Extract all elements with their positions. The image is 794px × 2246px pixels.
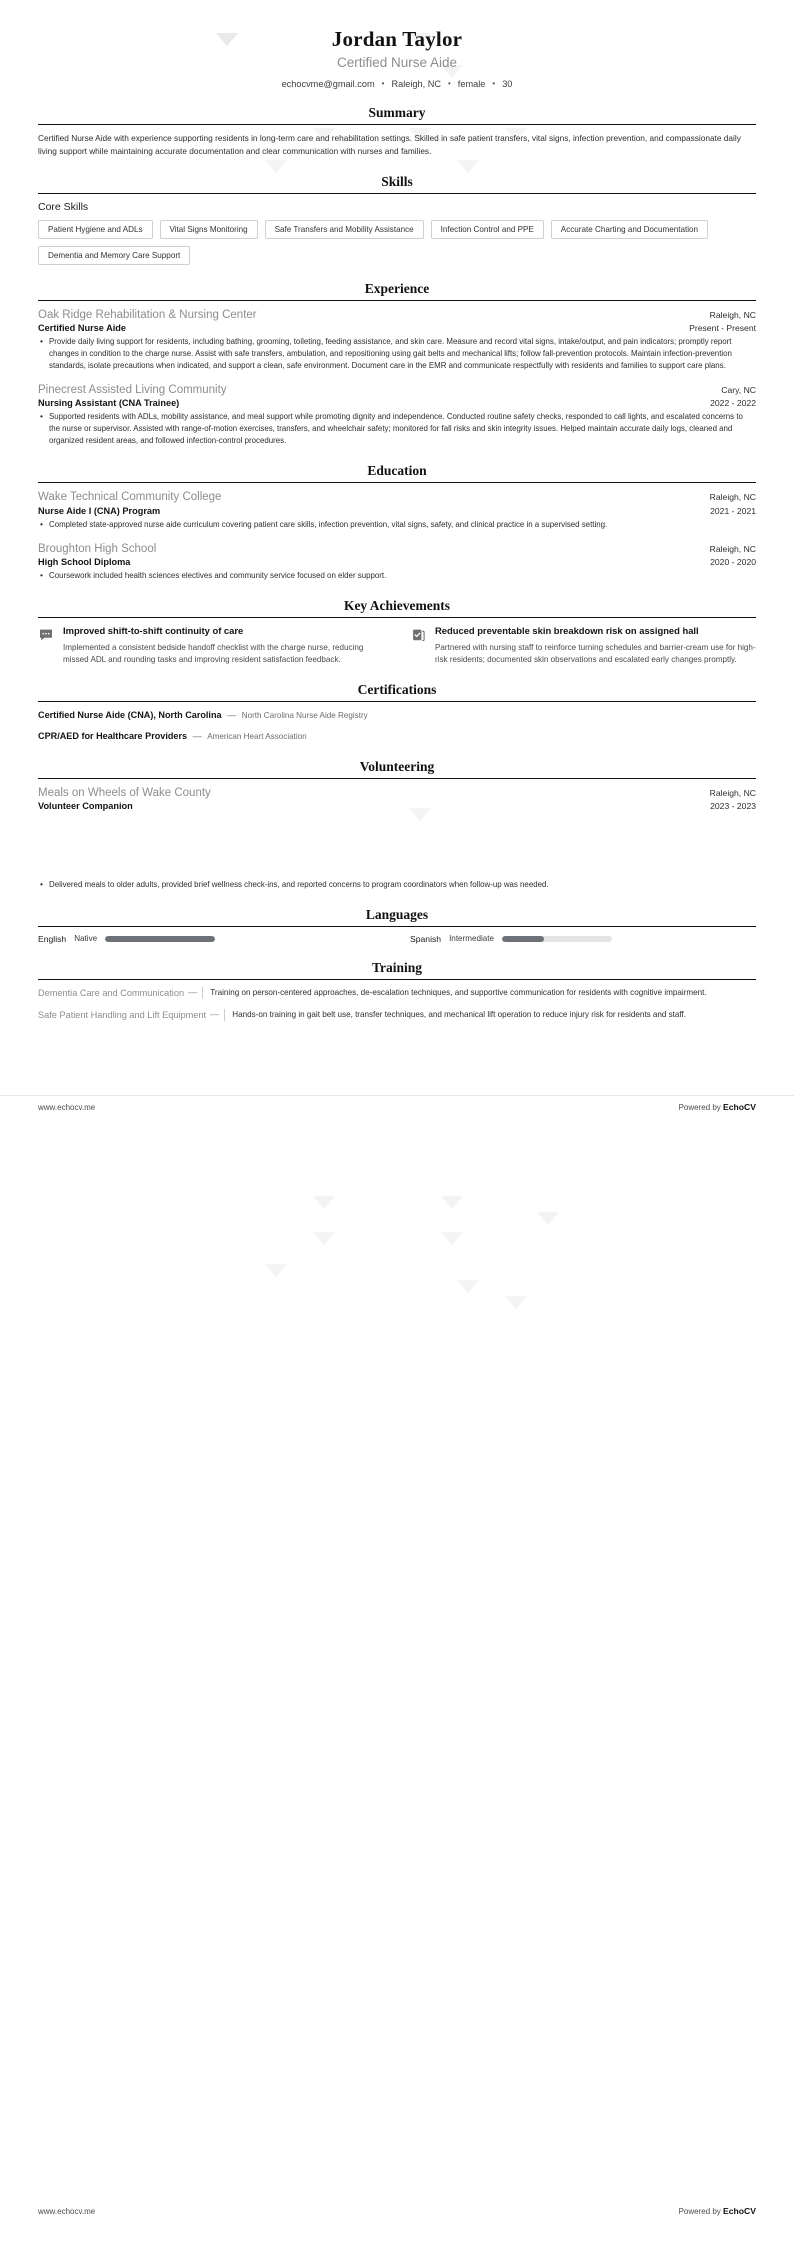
separator-dot: • — [381, 79, 385, 89]
experience-entry — [38, 383, 756, 447]
school-name: Broughton High School — [38, 542, 157, 555]
footer-branding — [679, 2206, 756, 2216]
section-heading: Key Achievements — [343, 598, 451, 614]
achievement-item — [38, 625, 384, 666]
chevron-down-icon — [313, 1196, 335, 1209]
list-item: • Provide daily living support for residents, including bathing, grooming, toileting, feeding assistance, and skin care. Measure and record vital signs, intake/output, and pain indicators; promptly report changes in condition to the charge nurse. Assist with safe transfers, ambulation, and repositioning using gait belts and mechanical lifts; follow fall-prevention protocols. Maintain infection-prevention standards, isolate precautions when indicated, and support a clean, safe environment. Document care in the EMR and communicate respectfully with residents and families to support care plans. — [49, 336, 756, 372]
powered-by-label: Powered by — [678, 1103, 721, 1112]
training-description: Hands-on training in gait belt use, transfer techniques, and mechanical lift operation to reduce injury risk for residents and staff. — [224, 1009, 756, 1021]
divider — [38, 124, 756, 125]
dash-separator: — — [188, 986, 198, 997]
section-key-achievements — [0, 598, 794, 666]
language-name: English — [38, 933, 67, 944]
training-description: Training on person-centered approaches, de-escalation techniques, and supportive communication for residents with cognitive impairment. — [202, 987, 756, 999]
divider — [38, 300, 756, 301]
chevron-down-icon — [537, 1212, 559, 1225]
divider — [38, 778, 756, 779]
bullet-list — [38, 570, 756, 582]
footer-url[interactable]: www.echocv.me — [38, 2206, 96, 2216]
section-heading: Experience — [364, 280, 430, 296]
skill-pill: Safe Transfers and Mobility Assistance — [265, 220, 424, 239]
school-location: Raleigh, NC — [709, 492, 756, 503]
chevron-down-icon — [457, 1280, 479, 1293]
language-level: Native — [74, 934, 98, 944]
skill-group-label: Core Skills — [38, 200, 89, 213]
section-education — [0, 463, 794, 582]
training-item — [38, 987, 756, 1000]
org-location: Cary, NC — [721, 384, 756, 395]
skill-pill-row — [38, 220, 756, 265]
section-heading: Summary — [368, 104, 426, 120]
education-entry — [38, 490, 756, 530]
education-entry — [38, 542, 756, 582]
org-name: Oak Ridge Rehabilitation & Nursing Center — [38, 308, 257, 321]
chevron-down-icon — [313, 1232, 335, 1245]
role-title: Volunteer Companion — [38, 800, 133, 811]
divider — [38, 926, 756, 927]
section-heading: Training — [371, 959, 422, 975]
role-dates: 2023 - 2023 — [710, 800, 756, 811]
degree-dates: 2020 - 2020 — [710, 557, 756, 568]
certification-issuer: American Heart Association — [207, 731, 307, 741]
skill-pill: Accurate Charting and Documentation — [551, 220, 708, 239]
certification-issuer: North Carolina Nurse Aide Registry — [241, 711, 368, 721]
footer-branding — [679, 1102, 756, 1112]
section-heading: Volunteering — [359, 758, 435, 774]
achievement-title: Improved shift-to-shift continuity of care — [63, 625, 244, 637]
skill-pill: Patient Hygiene and ADLs — [38, 220, 153, 239]
role-dates: Present - Present — [689, 322, 756, 333]
age-text: 30 — [502, 78, 513, 89]
divider — [38, 193, 756, 194]
chevron-down-icon — [505, 1296, 527, 1309]
section-training — [0, 960, 794, 1023]
section-heading: Certifications — [357, 682, 437, 698]
page-footer — [0, 1095, 794, 1118]
certification-name: CPR/AED for Healthcare Providers — [38, 730, 188, 741]
list-item: • Supported residents with ADLs, mobility assistance, and meal support while promoting dignity and independence. Conducted routine safety checks, responded to call lights, and escalated concerns to the nurse or supervisor. Assisted with range-of-motion exercises, transfers, and wheelchair safety; monitored for fall risks and skin integrity issues. Helped maintain accurate daily logs, cleaned and organized resident areas, and followed infection-control procedures. — [49, 411, 756, 447]
chevron-down-icon — [265, 1264, 287, 1277]
language-grid — [38, 934, 756, 944]
certification-item — [38, 709, 756, 722]
achievement-title: Reduced preventable skin breakdown risk on assigned hall — [435, 625, 699, 637]
org-name: Meals on Wheels of Wake County — [38, 786, 211, 799]
language-level: Intermediate — [449, 934, 495, 944]
brand-name: EchoCV — [723, 2206, 756, 2216]
degree-title: Nurse Aide I (CNA) Program — [38, 505, 161, 516]
divider — [38, 979, 756, 980]
email-text: echocvme@gmail.com — [281, 78, 375, 89]
degree-dates: 2021 - 2021 — [710, 505, 756, 516]
role-dates: 2022 - 2022 — [710, 398, 756, 409]
bullet-list — [38, 519, 756, 531]
school-name: Wake Technical Community College — [38, 491, 222, 504]
section-volunteering — [0, 759, 794, 811]
org-location: Raleigh, NC — [709, 787, 756, 798]
chat-bubble-icon — [38, 627, 54, 643]
summary-text: Certified Nurse Aide with experience supporting residents in long-term care and rehabilitation settings. Skilled in safe patient transfers, vital signs, infection prevention, and compassionate daily living support while maintaining accurate documentation and clear communication with nurses and families. — [38, 132, 741, 156]
achievement-item — [410, 625, 756, 666]
clipboard-check-icon — [410, 627, 426, 643]
achievement-grid — [38, 625, 756, 666]
footer-url[interactable]: www.echocv.me — [38, 1102, 96, 1112]
experience-entry — [38, 308, 756, 372]
contact-line — [38, 79, 756, 89]
divider — [38, 617, 756, 618]
section-heading: Languages — [365, 906, 429, 922]
resume-header — [0, 0, 794, 89]
divider — [38, 482, 756, 483]
section-heading: Skills — [381, 173, 413, 189]
list-item: • Completed state-approved nurse aide curriculum covering patient care skills, infection prevention, vital signs, safety, and clinical practice in a supervised setting. — [49, 519, 756, 531]
bullet-list — [38, 879, 756, 891]
chevron-down-icon — [441, 1196, 463, 1209]
org-name: Pinecrest Assisted Living Community — [38, 383, 227, 396]
org-location: Raleigh, NC — [709, 309, 756, 320]
list-item: • Coursework included health sciences electives and community service focused on elder support. — [49, 570, 756, 582]
achievement-description: Implemented a consistent bedside handoff checklist with the charge nurse, reducing missed ADL and rounding tasks and improving resident satisfaction feedback. — [63, 642, 364, 664]
achievement-description: Partnered with nursing staff to reinforce turning schedules and barrier-cream use for high-risk residents; documented skin observations and escalated early changes promptly. — [435, 642, 756, 664]
certification-name: Certified Nurse Aide (CNA), North Carolina — [38, 710, 222, 721]
training-item — [38, 1009, 756, 1022]
job-title: Certified Nurse Aide — [336, 55, 458, 71]
language-proficiency-bar — [105, 936, 215, 942]
list-item: • Delivered meals to older adults, provided brief wellness check-ins, and reported concerns to program coordinators when follow-up was needed. — [49, 879, 756, 891]
role-title: Certified Nurse Aide — [38, 322, 126, 333]
language-name: Spanish — [410, 933, 442, 944]
certification-item — [38, 730, 756, 743]
language-proficiency-bar — [502, 936, 612, 942]
bullet-list — [38, 411, 756, 447]
section-heading: Education — [367, 463, 427, 479]
role-title: Nursing Assistant (CNA Trainee) — [38, 398, 180, 409]
section-experience — [0, 281, 794, 448]
bullet-list — [38, 336, 756, 372]
section-certifications — [0, 682, 794, 742]
section-languages — [0, 907, 794, 944]
dash-separator: — — [192, 730, 202, 741]
degree-title: High School Diploma — [38, 557, 131, 568]
training-name: Dementia Care and Communication — [38, 987, 185, 998]
brand-name: EchoCV — [723, 1102, 756, 1112]
school-location: Raleigh, NC — [709, 543, 756, 554]
skill-pill: Vital Signs Monitoring — [160, 220, 258, 239]
skill-pill: Dementia and Memory Care Support — [38, 246, 190, 265]
page-title: Jordan Taylor — [331, 27, 463, 51]
volunteering-entry — [38, 786, 756, 811]
separator-dot: • — [447, 79, 451, 89]
section-skills — [0, 174, 794, 265]
chevron-down-icon — [441, 1232, 463, 1245]
gender-text: female — [457, 78, 486, 89]
page-footer — [0, 2200, 794, 2222]
volunteering-bullets-continued — [0, 879, 794, 891]
powered-by-label: Powered by — [678, 2207, 721, 2216]
training-name: Safe Patient Handling and Lift Equipment — [38, 1010, 207, 1021]
dash-separator: — — [210, 1009, 220, 1020]
separator-dot: • — [492, 79, 496, 89]
language-item — [410, 934, 756, 944]
divider — [38, 701, 756, 702]
skill-pill: Infection Control and PPE — [431, 220, 544, 239]
dash-separator: — — [227, 710, 237, 721]
section-summary — [0, 105, 794, 158]
language-item — [38, 934, 384, 944]
location-text: Raleigh, NC — [391, 78, 441, 89]
